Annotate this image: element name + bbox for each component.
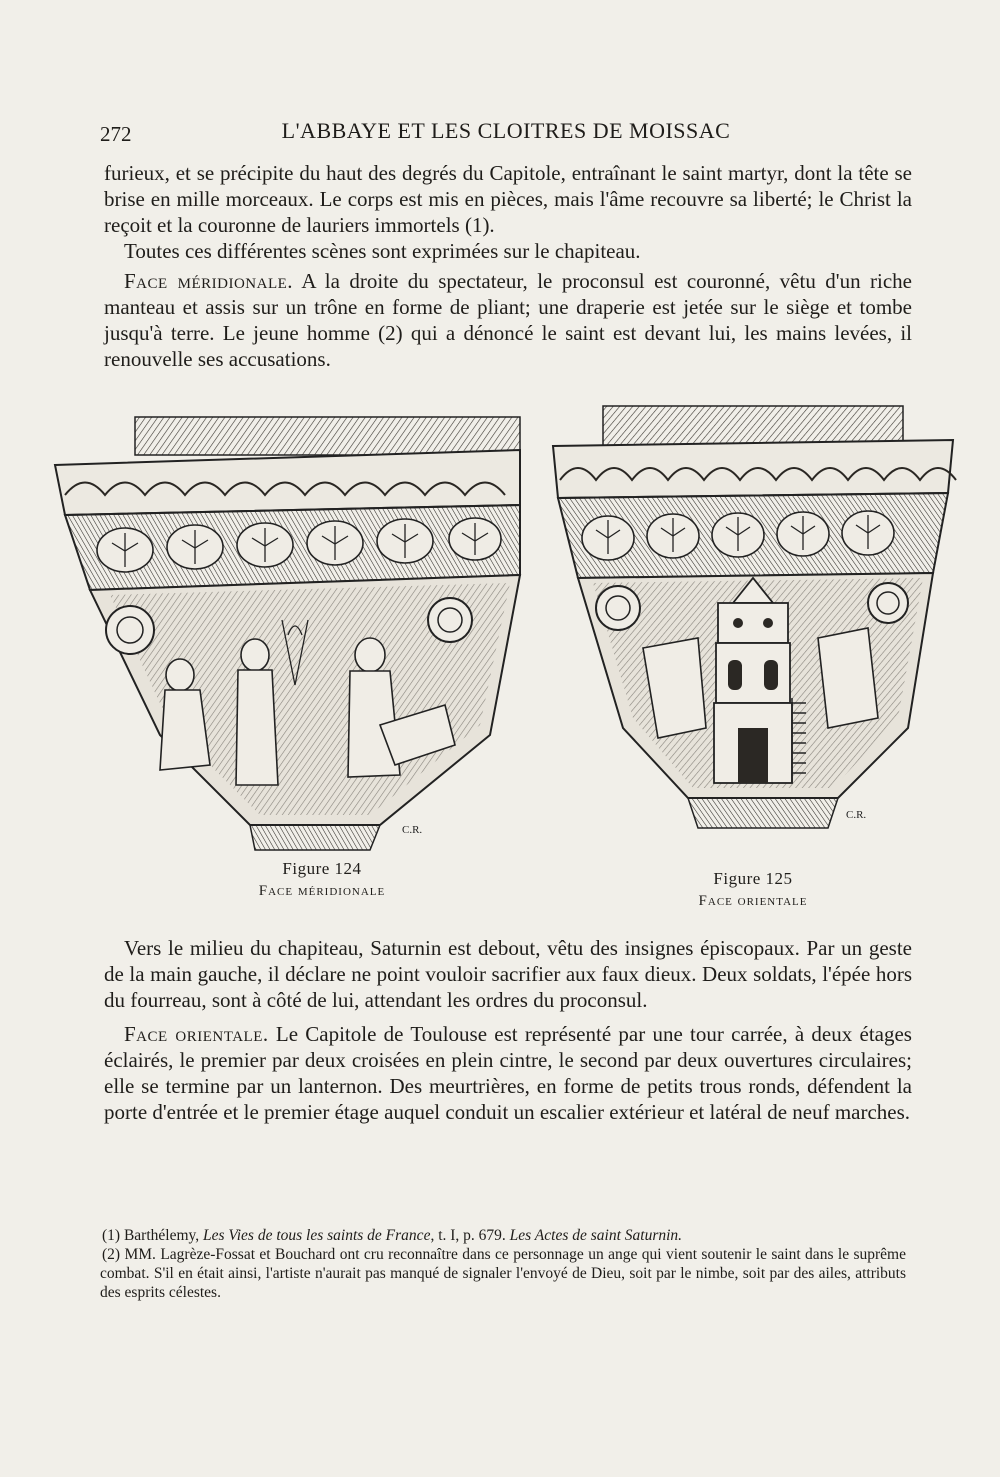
paragraph-face-orientale	[104, 1021, 912, 1125]
footnote-2: (2) MM. Lagrèze-Fossat et Bouchard ont cru reconnaître dans ce personnage un ange qui vient soutenir le saint dans le suprême combat. S'il en était ainsi, l'artiste n'aurait pas manqué de signaler l'envoyé de Dieu, soit par le nimbe, soit par des ailes, attributs des esprits célestes.	[100, 1246, 906, 1301]
figure-label: Figure 125	[713, 869, 793, 888]
page-header	[100, 118, 912, 152]
footnote-text: (1) Barthélemy,	[102, 1227, 203, 1244]
section-lead: Face orientale.	[124, 1022, 269, 1046]
figure-125-caption	[653, 868, 853, 912]
paragraph-body: Le Capitole de Toulouse est représenté par une tour carrée, à deux étages éclairés, le premier par deux croisées en plein cintre, le second par deux ouvertures circulaires; elle se termine par un lanternon. Des meurtrières, en forme de petits trous ronds, défendent la porte d'entrée et le premier étage auquel conduit un escalier extérieur et latéral de neuf marches.	[104, 1022, 912, 1124]
page-number: 272	[100, 122, 132, 146]
footnotes	[100, 1226, 906, 1302]
footnote-citation: Les Vies de tous les saints de France	[203, 1227, 431, 1244]
paragraph-face-meridionale	[104, 268, 912, 372]
figure-124-illustration	[50, 405, 530, 860]
figure-subtitle: Face orientale	[698, 893, 808, 909]
figure-subtitle: Face méridionale	[258, 883, 386, 899]
bottom-text	[104, 935, 912, 1133]
figure-label: Figure 124	[282, 859, 362, 878]
footnote-citation: Les Actes de saint Saturnin.	[509, 1227, 683, 1244]
figure-125-illustration	[548, 398, 963, 863]
paragraph: furieux, et se précipite du haut des degrés du Capitole, entraînant le saint martyr, dont la tête se brise en mille morceaux. Le corps est mis en pièces, mais l'âme recouvre sa liberté; le Christ la reçoit et la couronne de lauriers immortels (1).	[104, 161, 912, 237]
section-lead: Face méridionale.	[124, 269, 294, 293]
running-title: L'ABBAYE ET LES CLOITRES DE MOISSAC	[281, 118, 731, 143]
paragraph-body: A la droite du spectateur, le proconsul est couronné, vêtu d'un riche manteau et assis sur un trône en forme de pliant; une draperie est jetée sur le siège et tombe jusqu'à terre. Le jeune homme (2) qui a dénoncé le saint est devant lui, les mains levées, il renouvelle ses accusations.	[104, 269, 912, 371]
monogram: C.R.	[402, 824, 423, 836]
capital-east-drawing	[548, 398, 963, 863]
paragraph: Toutes ces différentes scènes sont exprimées sur le chapiteau.	[124, 239, 641, 263]
top-text	[104, 160, 912, 372]
figure-124-caption	[222, 858, 422, 902]
capital-south-drawing	[50, 405, 530, 860]
monogram: C.R.	[846, 809, 867, 821]
paragraph: Vers le milieu du chapiteau, Saturnin est debout, vêtu des insignes épiscopaux. Par un geste de la main gauche, il déclare ne point vouloir sacrifier aux faux dieux. Deux soldats, l'épée hors du fourreau, sont à côté de lui, attendant les ordres du proconsul.	[104, 936, 912, 1012]
footnote-text: , t. I, p. 679.	[430, 1227, 510, 1244]
footnote-1	[100, 1226, 906, 1245]
